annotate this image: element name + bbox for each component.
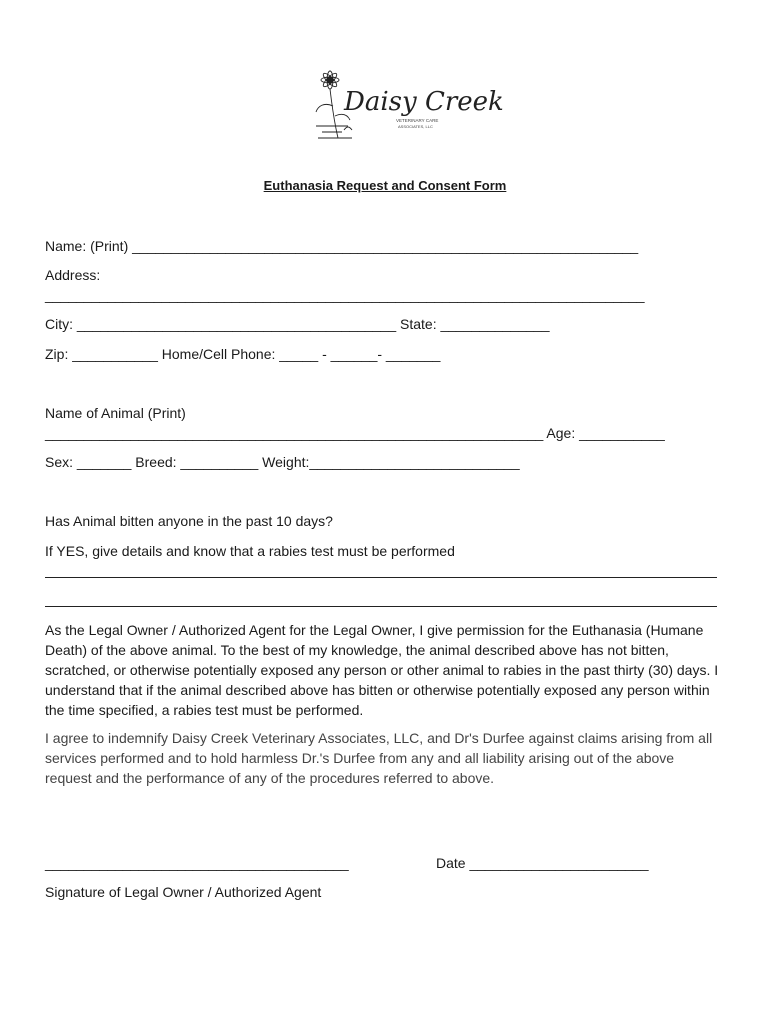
animal-name-age-field[interactable]: ________________________________________________________________ Age: ___________ [45, 425, 665, 441]
date-field[interactable]: Date _______________________ [436, 855, 649, 871]
indemnify-paragraph: I agree to indemnify Daisy Creek Veterinary Associates, LLC, and Dr's Durfee against claims arising from all services performed and to hold harmless Dr.'s Durfee from any and all liability arising out of the above request and the performance of any of the procedures referred to above. [45, 730, 713, 786]
daisy-creek-logo [308, 66, 504, 146]
if-yes-instructions: If YES, give details and know that a rabies test must be performed [45, 543, 455, 559]
signature-label: Signature of Legal Owner / Authorized Agent [45, 884, 322, 900]
brand-subline: VETERINARY CARE [396, 118, 439, 123]
sex-breed-weight-field[interactable]: Sex: _______ Breed: __________ Weight:___________________________ [45, 454, 520, 470]
name-field[interactable]: Name: (Print) _________________________________________________________________ [45, 238, 639, 254]
form-title: Euthanasia Request and Consent Form [263, 178, 507, 193]
details-line-2[interactable] [45, 606, 717, 607]
zip-phone-field[interactable]: Zip: ___________ Home/Cell Phone: _____ - ______- _______ [45, 346, 441, 362]
address-label: Address: [45, 267, 101, 283]
brand-subline-2: ASSOCIATES, LLC [398, 124, 433, 129]
city-state-field[interactable]: City: _________________________________________ State: ______________ [45, 316, 550, 332]
bitten-question: Has Animal bitten anyone in the past 10 days? [45, 513, 333, 529]
brand-script: Daisy Creek [344, 87, 504, 117]
signature-line[interactable]: _______________________________________ [45, 855, 349, 871]
consent-paragraph: As the Legal Owner / Authorized Agent for the Legal Owner, I give permission for the Euthanasia (Humane Death) of the above animal. To the best of my knowledge, the animal described above has not bitten, scratched, or otherwise potentially exposed any person or other animal to rabies in the past thirty (30) days. I understand that if the animal described above has bitten or otherwise potentially exposed any person within the time specified, a rabies test must be performed. [45, 622, 719, 718]
details-line-1[interactable] [45, 577, 717, 578]
address-field[interactable]: _____________________________________________________________________________ [45, 287, 645, 303]
animal-name-label: Name of Animal (Print) [45, 405, 186, 421]
daisy-flower-icon [308, 66, 504, 146]
